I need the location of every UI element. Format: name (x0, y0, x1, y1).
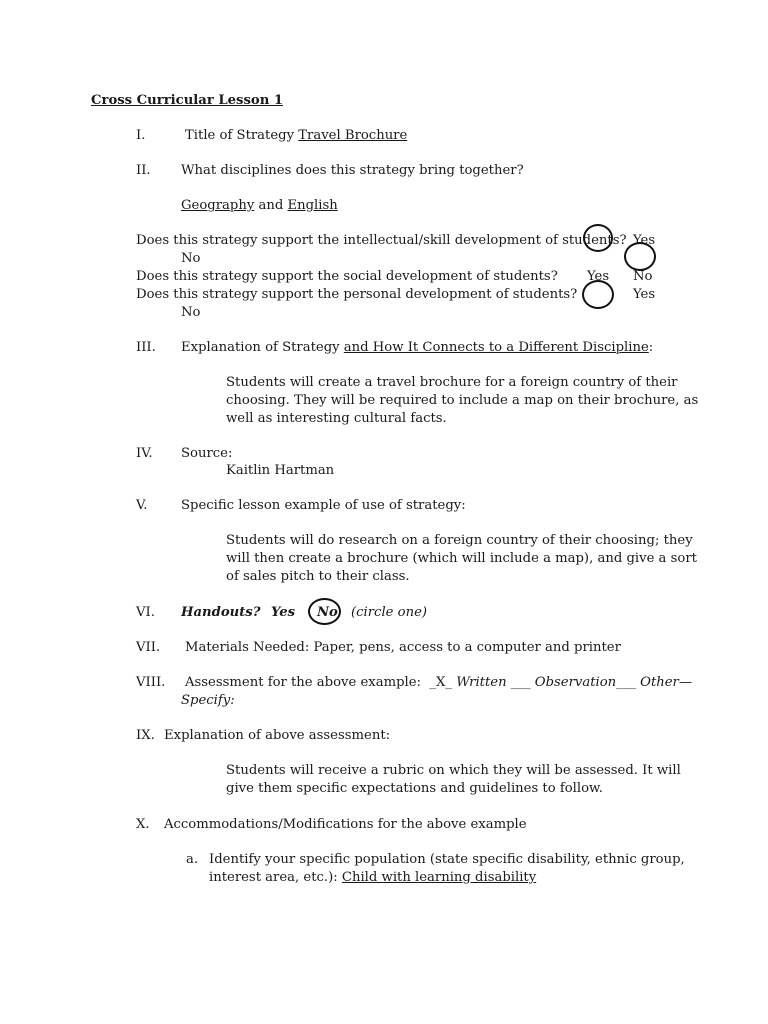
answer-no: No (633, 269, 653, 284)
paragraph-line: Students will do research on a foreign country of their choosing; they (226, 533, 693, 548)
paragraph-line: choosing. They will be required to include a map on their brochure, as (226, 393, 699, 408)
circle-one-hint: (circle one) (351, 605, 428, 620)
answer-no: No (181, 251, 201, 266)
answer-circle (308, 598, 341, 625)
section-number: X. (136, 817, 150, 832)
answer-yes: Yes (633, 287, 656, 302)
list-marker: a. (186, 852, 199, 867)
section-number: IX. (136, 728, 155, 743)
question-intellectual: Does this strategy support the intellectual/skill development of students? (136, 233, 627, 248)
population-line-2 (209, 869, 536, 886)
population-value: Child with learning disability (341, 870, 537, 885)
paragraph-line: Students will receive a rubric on which they will be assessed. It will (226, 763, 681, 778)
explanation-label: Explanation of Strategy (181, 340, 340, 355)
assessment-observation: ___ Observation___ (510, 675, 636, 690)
section-number: I. (136, 128, 146, 143)
explanation-heading (181, 339, 653, 356)
paragraph-line: give them specific expectations and guidelines to follow. (226, 781, 603, 796)
answer-yes: Yes (633, 233, 656, 248)
assessment-other: Other— (640, 675, 693, 690)
section-number: VII. (136, 640, 161, 655)
paragraph-line: will then create a brochure (which will include a map), and give a sort (226, 551, 697, 566)
disciplines-answer (181, 197, 338, 214)
disciplines-question: What disciplines does this strategy bring together? (181, 163, 524, 178)
answer-yes: Yes (587, 269, 610, 284)
source-label: Source: (181, 446, 233, 461)
strategy-title-label: Title of Strategy (185, 128, 295, 143)
section-number: V. (136, 498, 148, 513)
materials-needed: Materials Needed: Paper, pens, access to a computer and printer (185, 640, 621, 655)
handouts-label: Handouts? (181, 605, 261, 620)
section-number: IV. (136, 446, 153, 461)
assessment-explanation-label: Explanation of above assessment: (164, 728, 391, 743)
section-number: VIII. (136, 675, 166, 690)
explanation-label-underlined: and How It Connects to a Different Discipline (343, 340, 649, 355)
question-personal: Does this strategy support the personal development of students? (136, 287, 578, 302)
section-number: VI. (136, 605, 155, 620)
section-number: II. (136, 163, 151, 178)
assessment-label: Assessment for the above example: (185, 675, 422, 690)
discipline-1: Geography (181, 198, 255, 213)
assessment-specify: Specify: (181, 693, 235, 708)
assessment-line (185, 674, 692, 691)
assessment-written: Written (456, 675, 507, 690)
strategy-title-line (185, 127, 407, 144)
answer-circle (583, 224, 613, 252)
handouts-yes: Yes (271, 605, 296, 620)
lesson-example-label: Specific lesson example of use of strategy: (181, 498, 466, 513)
answer-no: No (181, 305, 201, 320)
assessment-x-mark: _X_ (429, 675, 452, 690)
question-social: Does this strategy support the social development of students? (136, 269, 558, 284)
answer-circle (624, 242, 656, 271)
section-number: III. (136, 340, 156, 355)
discipline-2: English (287, 198, 338, 213)
accommodations-label: Accommodations/Modifications for the above example (164, 817, 527, 832)
population-line-1: Identify your specific population (state specific disability, ethnic group, (209, 852, 685, 867)
source-value: Kaitlin Hartman (226, 463, 335, 478)
population-label: interest area, etc.): (209, 870, 338, 885)
page-title: Cross Curricular Lesson 1 (91, 93, 284, 108)
handouts-no: No (317, 605, 338, 620)
paragraph-line: well as interesting cultural facts. (226, 411, 447, 426)
colon: : (648, 340, 654, 355)
paragraph-line: of sales pitch to their class. (226, 569, 410, 584)
and-word: and (258, 198, 284, 213)
paragraph-line: Students will create a travel brochure for a foreign country of their (226, 375, 678, 390)
strategy-title-value: Travel Brochure (298, 128, 408, 143)
answer-circle (582, 280, 614, 309)
